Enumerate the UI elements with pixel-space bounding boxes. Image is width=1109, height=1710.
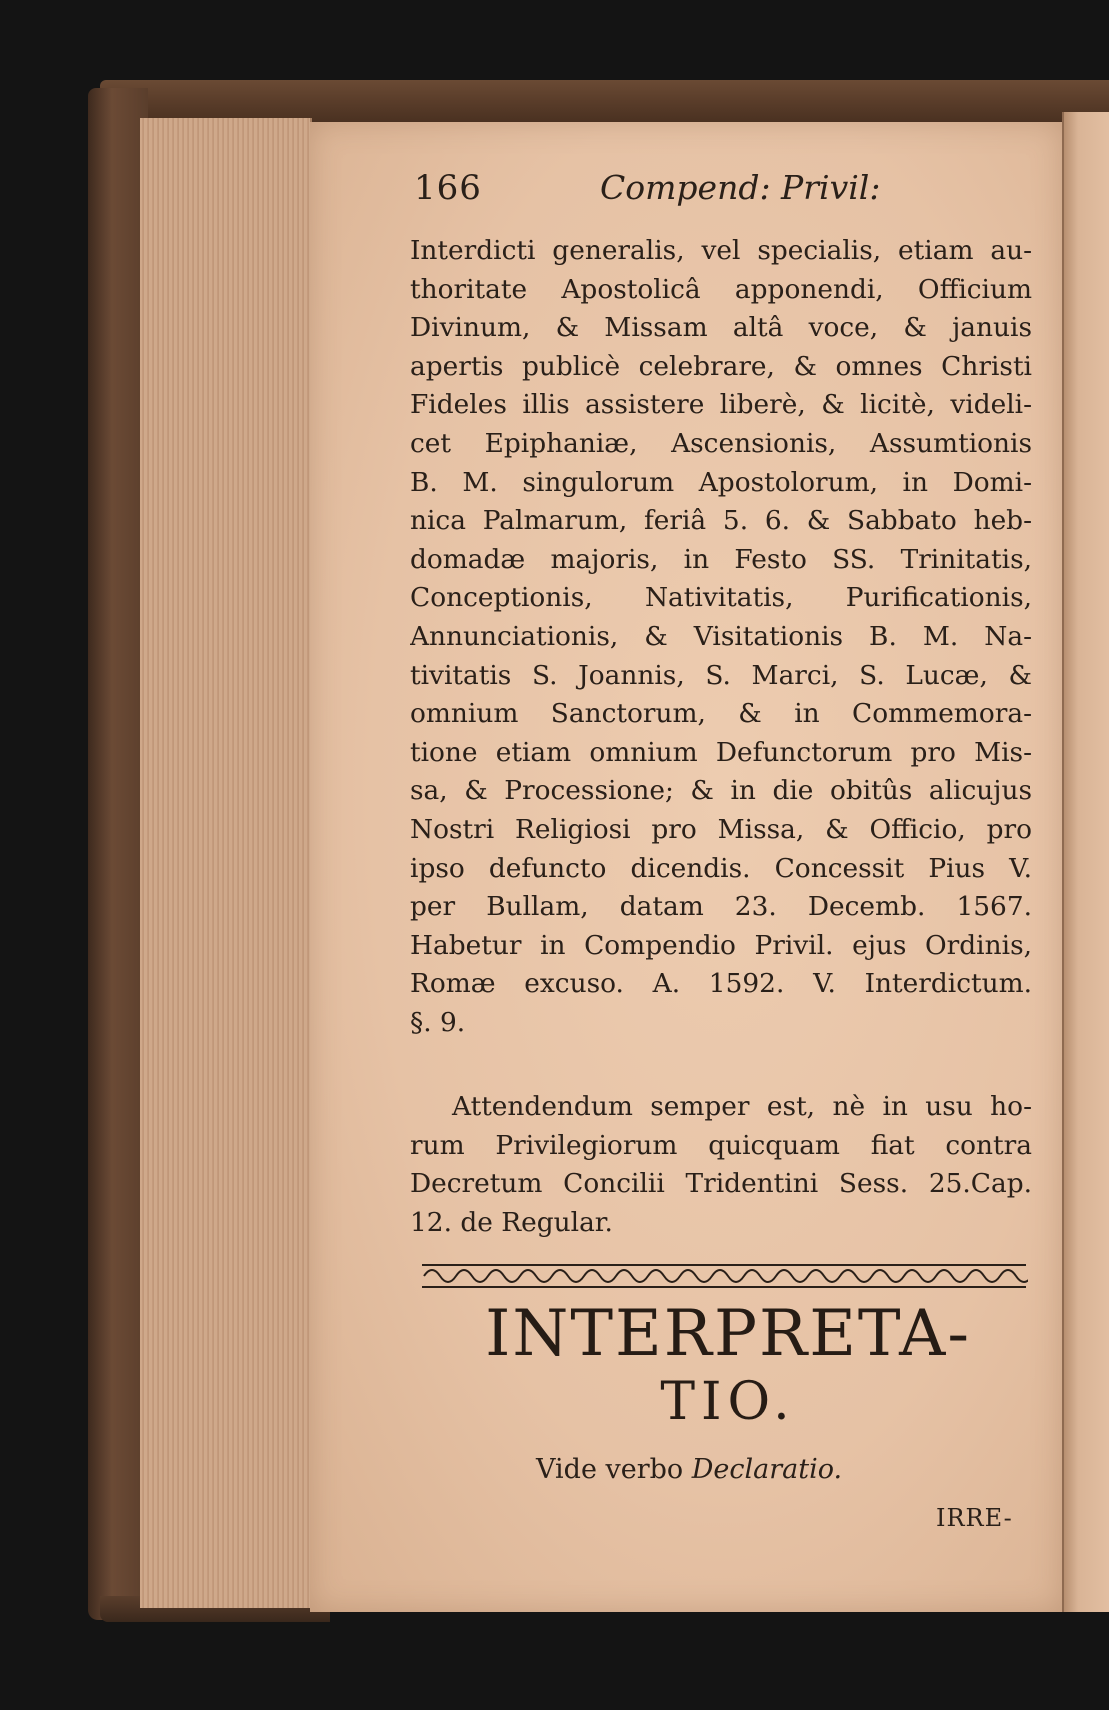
body-paragraph-2 [410, 1088, 1032, 1242]
text-line: Nostri Religiosi pro Missa, & Officio, pro [410, 813, 1032, 845]
page-number: 166 [414, 168, 482, 208]
text-line: Fideles illis assistere liberè, & licitè, videli- [410, 389, 1032, 421]
text-line: Conceptionis, Nativitatis, Purificationis, [410, 582, 1032, 614]
section-title-line2: TIO. [660, 1372, 796, 1432]
cross-reference [536, 1454, 842, 1485]
text-line: rum Privilegiorum quicquam fiat contra [410, 1129, 1032, 1161]
text-line: B. M. singulorum Apostolorum, in Domi- [410, 466, 1032, 498]
text-line: §. 9. [410, 1006, 466, 1038]
facing-page-edge [1062, 112, 1109, 1612]
text-line: Habetur in Compendio Privil. ejus Ordinis, [410, 929, 1032, 961]
text-line: per Bullam, datam 23. Decemb. 1567. [410, 891, 1032, 923]
section-title-line1: INTERPRETA- [485, 1297, 971, 1371]
cross-reference-prefix: Vide verbo [536, 1454, 692, 1485]
text-line: Romæ excuso. A. 1592. V. Interdictum. [410, 968, 1032, 1000]
page-edges [140, 118, 312, 1608]
text-line: Attendendum semper est, nè in usu ho- [452, 1091, 1032, 1122]
ornamental-band [420, 1262, 1028, 1290]
book-cover-top [100, 80, 1109, 122]
text-line: domadæ majoris, in Festo SS. Trinitatis, [410, 543, 1032, 575]
text-line: Divinum, & Missam altâ voce, & januis [410, 312, 1032, 344]
text-line: ipso defuncto dicendis. Concessit Pius V. [410, 852, 1032, 884]
text-line: nica Palmarum, feriâ 5. 6. & Sabbato heb- [410, 505, 1032, 537]
book-spine [88, 88, 148, 1620]
body-paragraph-1 [410, 232, 1032, 1042]
text-line: Annunciationis, & Visitationis B. M. Na- [410, 620, 1032, 652]
catchword: IRRE- [936, 1504, 1013, 1532]
cross-reference-term: Declaratio. [691, 1454, 843, 1485]
text-line: tivitatis S. Joannis, S. Marci, S. Lucæ, & [410, 659, 1032, 691]
text-line: Decretum Concilii Tridentini Sess. 25.Cap. [410, 1168, 1032, 1200]
text-line: apertis publicè celebrare, & omnes Christi [410, 350, 1032, 382]
text-line: 12. de Regular. [410, 1206, 613, 1238]
text-line: omnium Sanctorum, & in Commemora- [410, 698, 1032, 730]
text-line: sa, & Processione; & in die obitûs alicujus [410, 775, 1032, 807]
text-line: thoritate Apostolicâ apponendi, Officium [410, 273, 1032, 305]
text-line: cet Epiphaniæ, Ascensionis, Assumtionis [410, 427, 1032, 459]
text-line: tione etiam omnium Defunctorum pro Mis- [410, 736, 1032, 768]
text-line: Interdicti generalis, vel specialis, etiam au- [410, 235, 1032, 266]
running-head: Compend: Privil: [600, 168, 881, 207]
